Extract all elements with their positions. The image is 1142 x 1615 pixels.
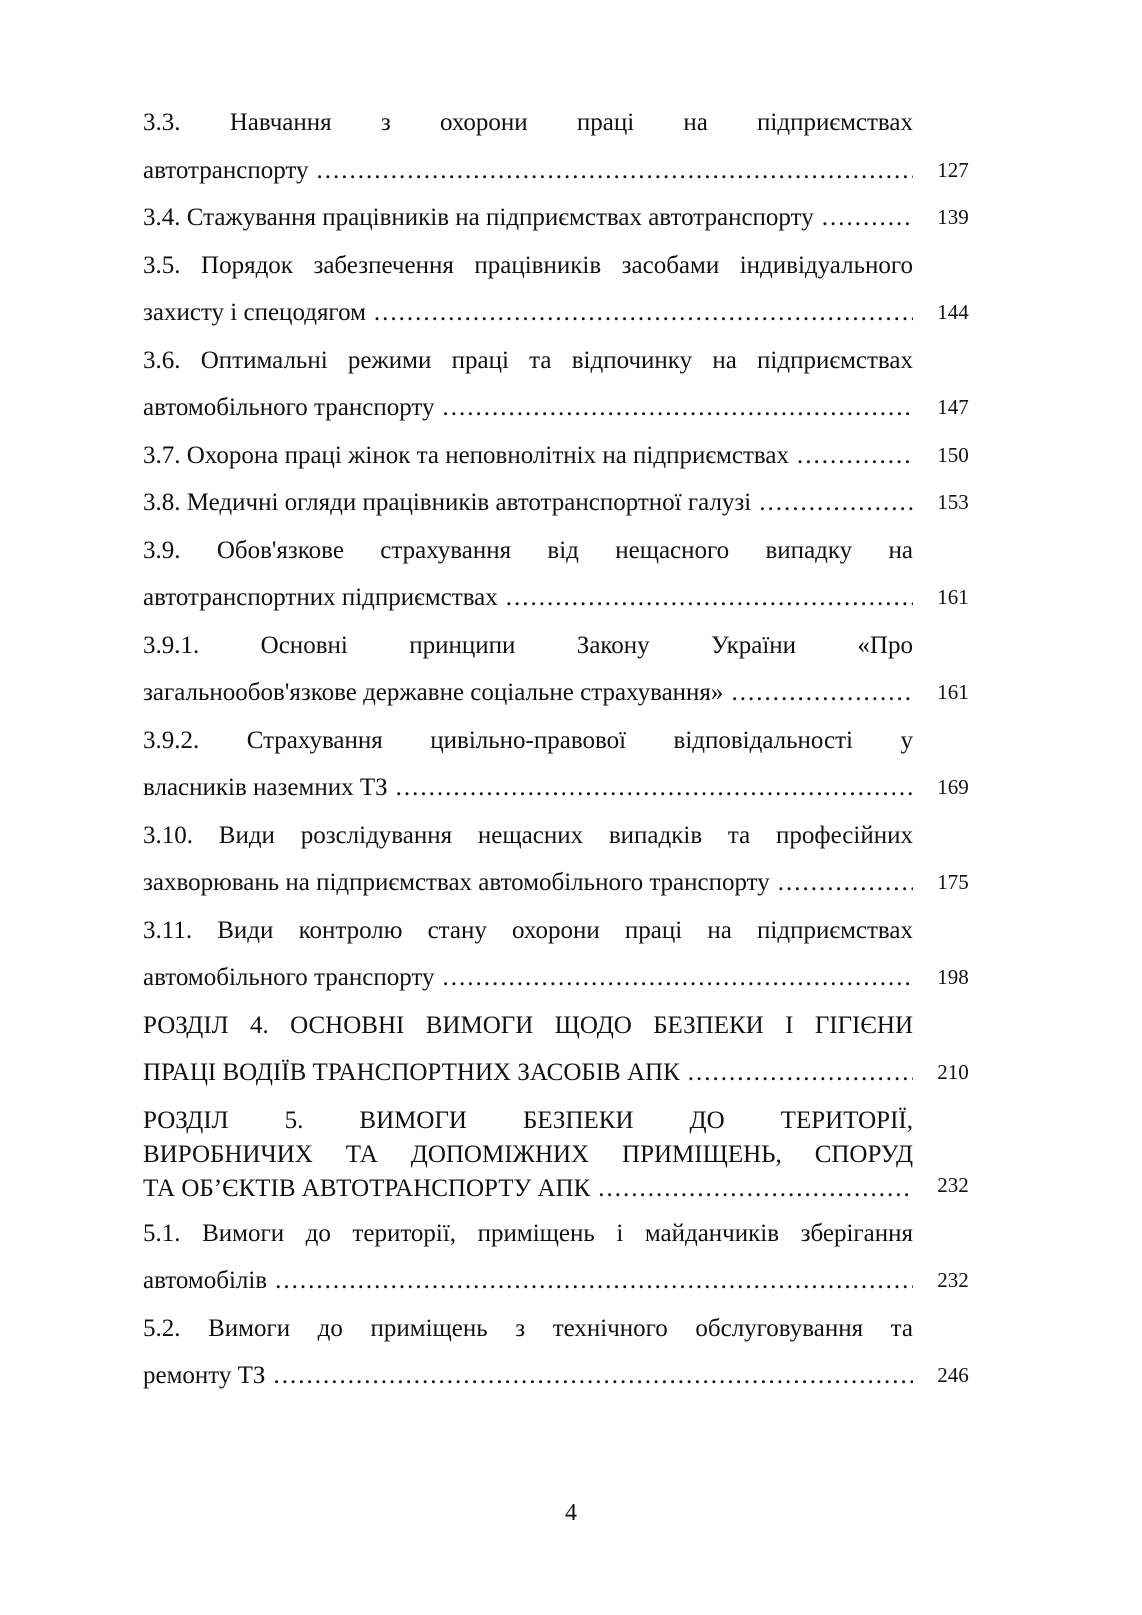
toc-entry-title: ПРАЦІ ВОДІЇВ ТРАНСПОРТНИХ ЗАСОБІВ АПК <box>143 1059 680 1086</box>
toc-entry-title: ТА ОБ’ЄКТІВ АВТОТРАНСПОРТУ АПК <box>143 1174 591 1202</box>
toc-page-number: 175 <box>937 870 969 894</box>
toc-entry-title: власників наземних ТЗ <box>143 774 388 801</box>
toc-page-number: 161 <box>937 680 969 704</box>
toc-line <box>143 1352 913 1400</box>
toc-line <box>143 717 913 765</box>
toc-page-number: 153 <box>937 490 969 514</box>
toc-entry-title: автомобільного транспорту <box>143 964 435 991</box>
toc-line <box>143 1049 913 1097</box>
toc-line <box>143 242 913 290</box>
leader-dots <box>442 384 913 432</box>
toc-line <box>143 764 913 812</box>
toc-line <box>143 954 913 1002</box>
toc-entry-title: автотранспорту <box>143 156 309 184</box>
toc-entry[interactable] <box>143 527 973 622</box>
toc-line <box>143 907 913 955</box>
leader-dots <box>374 289 913 337</box>
toc-entry-title: 3.3. Навчання з охорони праці на підприємствах <box>143 109 913 136</box>
toc-entry-title: ремонту ТЗ <box>143 1362 266 1389</box>
toc-line <box>143 194 913 242</box>
leader-dots <box>688 1049 913 1097</box>
leader-dots <box>275 1257 913 1305</box>
toc-entry[interactable] <box>143 432 973 480</box>
toc-line <box>143 1257 913 1305</box>
leader-dots <box>797 432 913 480</box>
toc-page-number: 147 <box>937 395 969 419</box>
toc-page-number: 144 <box>937 300 969 324</box>
toc-entry-title: захисту і спецодягом <box>143 299 366 326</box>
toc-entry-title: РОЗДІЛ 5. ВИМОГИ БЕЗПЕКИ ДО ТЕРИТОРІЇ, <box>143 1106 913 1134</box>
toc-entry[interactable] <box>143 717 973 812</box>
toc-page-number: 127 <box>937 157 969 182</box>
leader-dots <box>317 147 914 195</box>
toc-entry[interactable] <box>143 479 973 527</box>
leader-dots <box>273 1352 913 1400</box>
toc-entry-title: 3.10. Види розслідування нещасних випадків та професійних <box>143 821 913 849</box>
toc-page-number: 150 <box>937 442 969 467</box>
toc-entry-title: ВИРОБНИЧИХ ТА ДОПОМІЖНИХ ПРИМІЩЕНЬ, СПОРУД <box>143 1140 913 1168</box>
toc-line <box>143 1305 913 1353</box>
toc-line <box>143 99 913 147</box>
toc-entry-title: 3.9.1. Основні принципи Закону України «Про <box>143 631 913 659</box>
toc-entry[interactable] <box>143 337 973 432</box>
toc-entry-title: 5.1. Вимоги до території, приміщень і майданчиків зберігання <box>143 1219 913 1247</box>
toc-entry[interactable] <box>143 622 973 717</box>
leader-dots <box>506 574 913 622</box>
page-number: 4 <box>565 1500 577 1526</box>
toc-page-number: 232 <box>937 1172 969 1197</box>
toc-line <box>143 479 913 527</box>
toc-line <box>143 1210 913 1258</box>
toc-entry-title: 3.8. Медичні огляди працівників автотранспортної галузі <box>143 489 752 516</box>
toc-line <box>143 812 913 860</box>
toc-line <box>143 574 913 622</box>
toc-entry[interactable] <box>143 812 973 907</box>
toc-line <box>143 384 913 432</box>
leader-dots <box>778 859 913 907</box>
toc-entry[interactable] <box>143 1210 973 1305</box>
toc-entry[interactable] <box>143 194 973 242</box>
toc-line <box>143 669 913 717</box>
toc-page-number: 210 <box>937 1060 969 1084</box>
toc-line <box>143 859 913 907</box>
toc-page-number: 161 <box>937 585 969 609</box>
toc-entry-title: 3.9.2. Страхування цивільно-правової відповідальності у <box>143 726 913 754</box>
toc-entry[interactable] <box>143 1002 973 1097</box>
leader-dots <box>442 954 913 1002</box>
toc-line <box>143 432 913 480</box>
toc-line <box>143 527 913 575</box>
toc-line <box>143 1172 913 1206</box>
toc-line <box>143 1138 913 1172</box>
toc-entry-title: 5.2. Вимоги до приміщень з технічного обслуговування та <box>143 1314 913 1342</box>
toc-line <box>143 147 913 195</box>
toc-page-number: 169 <box>937 775 969 799</box>
toc-page-number: 246 <box>937 1363 969 1387</box>
toc-entry-title: 3.7. Охорона праці жінок та неповнолітніх на підприємствах <box>143 441 789 469</box>
toc-entry-title: загальнообов'язкове державне соціальне страхування» <box>143 679 724 706</box>
toc-line <box>143 289 913 337</box>
leader-dots <box>598 1172 913 1206</box>
toc-line <box>143 1104 913 1138</box>
leader-dots <box>731 669 913 717</box>
toc-entry-title: 3.6. Оптимальні режими праці та відпочинку на підприємствах <box>143 346 913 374</box>
toc-entry-title: автомобілів <box>143 1267 268 1294</box>
leader-dots <box>396 764 913 812</box>
toc-entry[interactable] <box>143 1305 973 1400</box>
toc-page-number: 198 <box>937 965 969 989</box>
toc-line <box>143 337 913 385</box>
toc-page-number: 232 <box>937 1268 969 1292</box>
toc-entry-title: РОЗДІЛ 4. ОСНОВНІ ВИМОГИ ЩОДО БЕЗПЕКИ І ГІГІЄНИ <box>143 1011 913 1039</box>
toc-entry[interactable] <box>143 99 973 194</box>
toc-entry-title: захворювань на підприємствах автомобільного транспорту <box>143 869 770 896</box>
toc-page-number: 139 <box>937 205 969 229</box>
leader-dots <box>822 194 913 242</box>
toc-entry[interactable] <box>143 242 973 337</box>
toc-entry-title: 3.5. Порядок забезпечення працівників засобами індивідуального <box>143 251 913 279</box>
toc-entry-title: 3.4. Стажування працівників на підприємствах автотранспорту <box>143 204 814 231</box>
toc-entry-title: 3.9. Обов'язкове страхування від нещасного випадку на <box>143 536 913 564</box>
toc-entry-title: 3.11. Види контролю стану охорони праці на підприємствах <box>143 916 913 944</box>
toc-entry-title: автотранспортних підприємствах <box>143 584 498 611</box>
toc-entry[interactable] <box>143 1104 973 1206</box>
toc-entry[interactable] <box>143 907 973 1002</box>
table-of-contents <box>143 99 973 1400</box>
toc-line <box>143 1002 913 1050</box>
leader-dots <box>759 479 913 527</box>
toc-entry-title: автомобільного транспорту <box>143 394 435 421</box>
toc-line <box>143 622 913 670</box>
